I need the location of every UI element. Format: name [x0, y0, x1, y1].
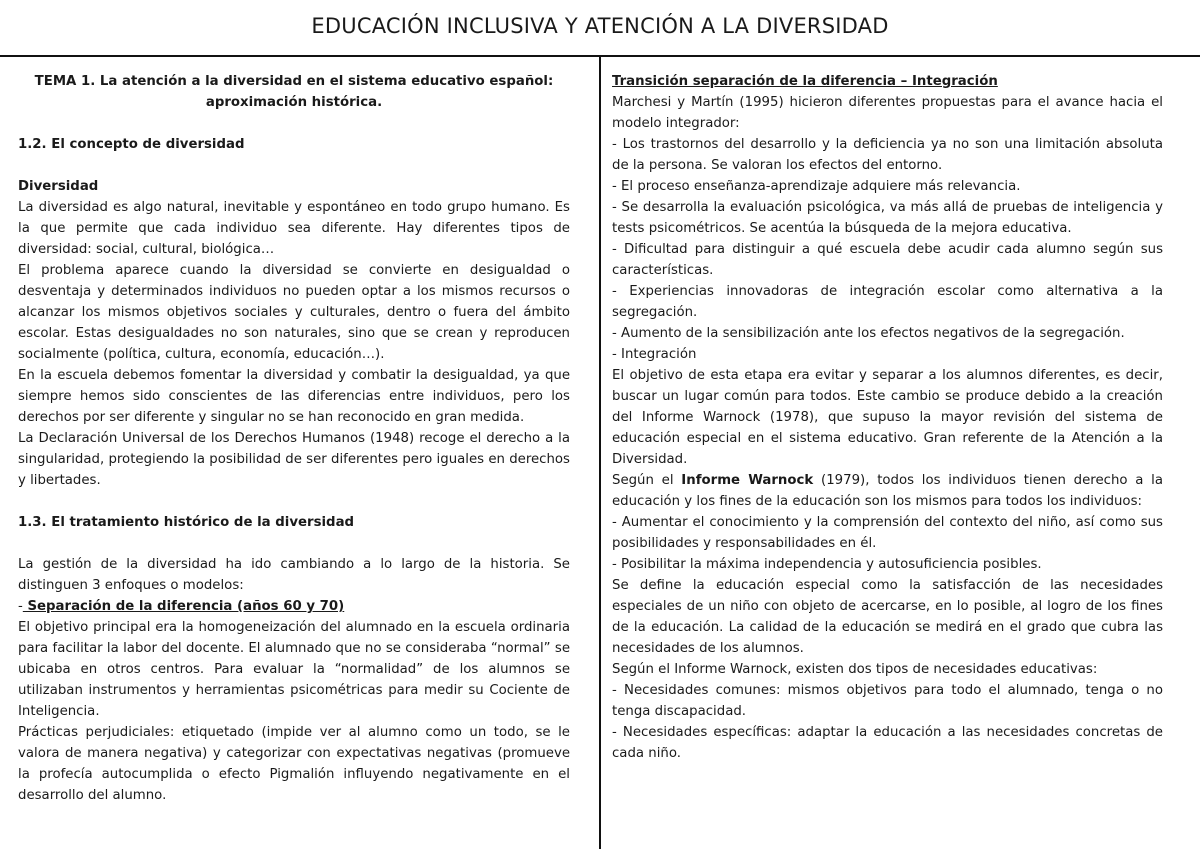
list-item: - Posibilitar la máxima independencia y autosuficiencia posibles.: [612, 557, 1042, 572]
paragraph-homogeneizacion: El objetivo principal era la homogeneización del alumnado en la escuela ordinaria para facilitar la labor del docente. El alumnado que no se consideraba “normal” se ubicaba en otros centros. Para evaluar la “normalidad” de los alumnos se utilizaban instrumentos y herramientas psicométricas para medir su Cociente de Inteligencia.: [18, 620, 570, 719]
list-item: - Necesidades específicas: adaptar la educación a las necesidades concretas de cada niño.: [612, 725, 1163, 761]
list-item: - Aumento de la sensibilización ante los efectos negativos de la segregación.: [612, 326, 1125, 341]
paragraph-problema: El problema aparece cuando la diversidad se convierte en desigualdad o desventaja y determinados individuos no pueden optar a los mismos recursos o alcanzar los mismos objetivos sociales y culturales, dentro o fuera del ámbito escolar. Estas desigualdades no son naturales, sino que se crean y reproducen socialmente (política, cultura, economía, educación…).: [18, 263, 570, 362]
section-1-3-heading: 1.3. El tratamiento histórico de la diversidad: [18, 515, 355, 530]
tema-heading: TEMA 1. La atención a la diversidad en el sistema educativo español: aproximación histórica.: [34, 74, 554, 110]
column-divider: [599, 57, 601, 849]
paragraph-tipos-necesidades: Según el Informe Warnock, existen dos tipos de necesidades educativas:: [612, 662, 1098, 677]
list-item: - Dificultad para distinguir a qué escuela debe acudir cada alumno según sus características.: [612, 242, 1163, 278]
section-1-2-heading: 1.2. El concepto de diversidad: [18, 137, 245, 152]
paragraph-declaracion: La Declaración Universal de los Derechos Humanos (1948) recoge el derecho a la singularidad, protegiendo la posibilidad de ser diferentes pero iguales en derechos y libertades.: [18, 431, 570, 488]
paragraph-educacion-especial: Se define la educación especial como la satisfacción de las necesidades especiales de un niño con objeto de acercarse, en lo posible, al logro de los fines de la educación. La calidad de la educación se medirá en el grado que cubra las necesidades de los alumnos.: [612, 578, 1163, 656]
paragraph-gestion: La gestión de la diversidad ha ido cambiando a lo largo de la historia. Se distinguen 3 enfoques o modelos:: [18, 557, 570, 593]
list-item: - Necesidades comunes: mismos objetivos para todo el alumnado, tenga o no tenga discapacidad.: [612, 683, 1163, 719]
list-item: - Integración: [612, 347, 697, 362]
separacion-heading: - Separación de la diferencia (años 60 y 70): [18, 599, 345, 614]
list-item: - El proceso enseñanza-aprendizaje adquiere más relevancia.: [612, 179, 1021, 194]
paragraph-warnock: Según el Informe Warnock (1979), todos los individuos tienen derecho a la educación y los fines de la educación son los mismos para todos los individuos:: [612, 473, 1163, 509]
paragraph-marchesi: Marchesi y Martín (1995) hicieron diferentes propuestas para el avance hacia el modelo integrador:: [612, 95, 1163, 131]
list-item: - Aumentar el conocimiento y la comprensión del contexto del niño, así como sus posibilidades y responsabilidades en él.: [612, 515, 1163, 551]
list-item: - Experiencias innovadoras de integración escolar como alternativa a la segregación.: [612, 284, 1163, 320]
list-item: - Se desarrolla la evaluación psicológica, va más allá de pruebas de inteligencia y tests psicométricos. Se acentúa la búsqueda de la mejora educativa.: [612, 200, 1163, 236]
list-item: - Los trastornos del desarrollo y la deficiencia ya no son una limitación absoluta de la persona. Se valoran los efectos del entorno.: [612, 137, 1163, 173]
transicion-heading: Transición separación de la diferencia – Integración: [612, 74, 998, 89]
paragraph-practicas: Prácticas perjudiciales: etiquetado (impide ver al alumno como un todo, se le valora de manera negativa) y categorizar con expectativas negativas (promueve la profecía autocumplida o efecto Pigmalión influyendo negativamente en el desarrollo del alumno.: [18, 725, 570, 803]
diversidad-heading: Diversidad: [18, 179, 99, 194]
paragraph-diversidad-definicion: La diversidad es algo natural, inevitable y espontáneo en todo grupo humano. Es la que permite que cada individuo sea diferente. Hay diferentes tipos de diversidad: social, cultural, biológica…: [18, 200, 570, 257]
right-column: [612, 71, 1163, 764]
page-title: EDUCACIÓN INCLUSIVA Y ATENCIÓN A LA DIVERSIDAD: [311, 14, 889, 38]
left-column: [18, 71, 570, 806]
paragraph-objetivo: El objetivo de esta etapa era evitar y separar a los alumnos diferentes, es decir, buscar un lugar común para todos. Este cambio se produce debido a la creación del Informe Warnock (1978), que supuso la mayor revisión del sistema de educación especial en el sistema educativo. Gran referente de la Atención a la Diversidad.: [612, 368, 1163, 467]
paragraph-escuela: En la escuela debemos fomentar la diversidad y combatir la desigualdad, ya que siempre hemos sido conscientes de las diferencias entre individuos, pero los derechos por ser diferente y singular no se han reconocido en gran medida.: [18, 368, 570, 425]
